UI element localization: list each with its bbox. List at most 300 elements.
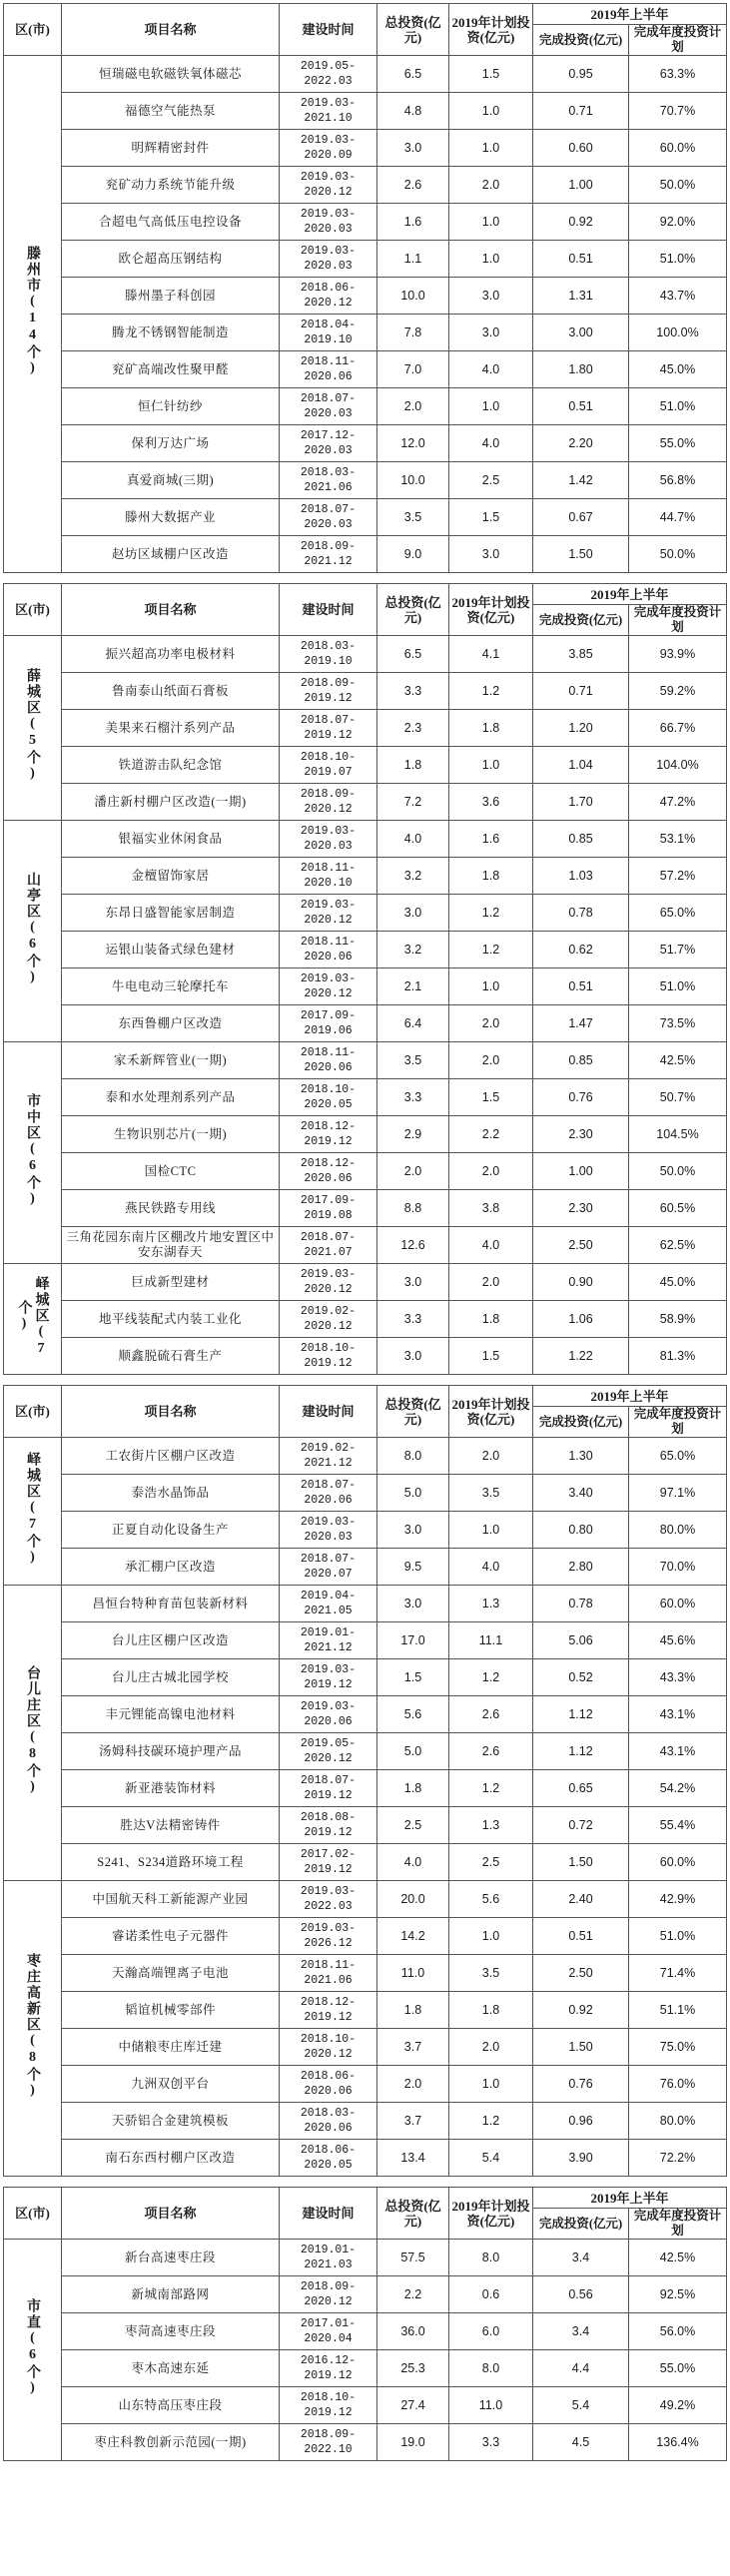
completed-investment-cell: 2.80 <box>533 1549 629 1586</box>
construction-period-cell: 2018.12-2019.12 <box>280 1116 377 1153</box>
header-first-half-group: 2019年上半年 <box>533 584 727 605</box>
project-name-cell: 恒仁针纺纱 <box>62 388 280 425</box>
header-annual-plan: 2019年计划投资(亿元) <box>449 4 533 56</box>
total-investment-cell: 10.0 <box>377 278 449 315</box>
completion-rate-cell: 43.1% <box>629 1733 727 1770</box>
completion-rate-cell: 92.0% <box>629 204 727 241</box>
annual-plan-cell: 1.2 <box>449 2103 533 2140</box>
completion-rate-cell: 49.2% <box>629 2387 727 2424</box>
completion-rate-cell: 65.0% <box>629 1438 727 1475</box>
completed-investment-cell: 3.90 <box>533 2140 629 2177</box>
completed-investment-cell: 1.03 <box>533 858 629 895</box>
project-name-cell: 家禾新辉管业(一期) <box>62 1042 280 1079</box>
completion-rate-cell: 56.0% <box>629 2313 727 2350</box>
construction-period-cell: 2018.07-2019.12 <box>280 1770 377 1807</box>
completed-investment-cell: 1.04 <box>533 747 629 784</box>
completion-rate-cell: 136.4% <box>629 2424 727 2461</box>
annual-plan-cell: 1.0 <box>449 204 533 241</box>
investment-table-document <box>3 3 726 2461</box>
completion-rate-cell: 60.5% <box>629 1190 727 1227</box>
completed-investment-cell: 0.60 <box>533 130 629 167</box>
completed-investment-cell: 1.20 <box>533 710 629 747</box>
table-row <box>4 1338 727 1375</box>
completed-investment-cell: 1.70 <box>533 784 629 821</box>
completion-rate-cell: 43.7% <box>629 278 727 315</box>
table-row <box>4 204 727 241</box>
header-row <box>4 1386 727 1407</box>
completion-rate-cell: 45.0% <box>629 1264 727 1301</box>
region-label: 薛城区(5个) <box>25 668 40 783</box>
construction-period-cell: 2017.09-2019.06 <box>280 1005 377 1042</box>
project-name-cell: 韬谊机械零部件 <box>62 1992 280 2029</box>
construction-period-cell: 2019.03-2020.12 <box>280 1264 377 1301</box>
total-investment-cell: 2.1 <box>377 968 449 1005</box>
project-name-cell: 生物识别芯片(一期) <box>62 1116 280 1153</box>
total-investment-cell: 1.8 <box>377 1770 449 1807</box>
annual-plan-cell: 4.0 <box>449 1227 533 1264</box>
construction-period-cell: 2018.10-2019.07 <box>280 747 377 784</box>
total-investment-cell: 4.0 <box>377 821 449 858</box>
completion-rate-cell: 50.0% <box>629 167 727 204</box>
total-investment-cell: 2.2 <box>377 2276 449 2313</box>
total-investment-cell: 2.0 <box>377 1153 449 1190</box>
total-investment-cell: 5.6 <box>377 1696 449 1733</box>
completion-rate-cell: 70.7% <box>629 93 727 130</box>
project-name-cell: 明辉精密封件 <box>62 130 280 167</box>
table-row <box>4 536 727 573</box>
completed-investment-cell: 1.22 <box>533 1338 629 1375</box>
section-gap <box>3 2177 726 2187</box>
construction-period-cell: 2019.03-2022.03 <box>280 1881 377 1918</box>
annual-plan-cell: 4.0 <box>449 425 533 462</box>
annual-plan-cell: 1.0 <box>449 241 533 278</box>
completed-investment-cell: 0.96 <box>533 2103 629 2140</box>
completed-investment-cell: 1.30 <box>533 1438 629 1475</box>
annual-plan-cell: 1.5 <box>449 499 533 536</box>
completion-rate-cell: 72.2% <box>629 2140 727 2177</box>
completion-rate-cell: 51.0% <box>629 968 727 1005</box>
completion-rate-cell: 45.6% <box>629 1622 727 1659</box>
header-completed-investment: 完成投资(亿元) <box>533 1407 629 1438</box>
section-gap <box>3 1375 726 1385</box>
annual-plan-cell: 5.4 <box>449 2140 533 2177</box>
project-name-cell: 赵坊区域棚户区改造 <box>62 536 280 573</box>
completed-investment-cell: 0.72 <box>533 1807 629 1844</box>
total-investment-cell: 3.7 <box>377 2029 449 2066</box>
annual-plan-cell: 2.0 <box>449 1005 533 1042</box>
completion-rate-cell: 51.0% <box>629 241 727 278</box>
construction-period-cell: 2018.11-2020.06 <box>280 932 377 968</box>
project-name-cell: 九洲双创平台 <box>62 2066 280 2103</box>
region-cell <box>4 1881 62 2177</box>
header-construction-period: 建设时间 <box>280 4 377 56</box>
total-investment-cell: 3.5 <box>377 1042 449 1079</box>
completion-rate-cell: 42.5% <box>629 1042 727 1079</box>
annual-plan-cell: 1.0 <box>449 2066 533 2103</box>
completion-rate-cell: 93.9% <box>629 636 727 673</box>
header-completion-rate: 完成年度投资计划 <box>629 2209 727 2240</box>
annual-plan-cell: 0.6 <box>449 2276 533 2313</box>
region-label: 峄城区(7个) <box>25 1451 40 1567</box>
header-completion-rate: 完成年度投资计划 <box>629 25 727 56</box>
table-row <box>4 130 727 167</box>
header-project-name: 项目名称 <box>62 2188 280 2240</box>
total-investment-cell: 3.3 <box>377 1079 449 1116</box>
annual-plan-cell: 4.0 <box>449 1549 533 1586</box>
header-first-half-group: 2019年上半年 <box>533 1386 727 1407</box>
total-investment-cell: 5.0 <box>377 1733 449 1770</box>
total-investment-cell: 1.1 <box>377 241 449 278</box>
completed-investment-cell: 0.71 <box>533 673 629 710</box>
completed-investment-cell: 0.80 <box>533 1512 629 1549</box>
total-investment-cell: 19.0 <box>377 2424 449 2461</box>
completion-rate-cell: 71.4% <box>629 1955 727 1992</box>
completion-rate-cell: 60.0% <box>629 1586 727 1622</box>
annual-plan-cell: 1.8 <box>449 1992 533 2029</box>
total-investment-cell: 36.0 <box>377 2313 449 2350</box>
project-name-cell: 三角花园东南片区棚改片地安置区中安东湖春天 <box>62 1227 280 1264</box>
project-table-section <box>3 2187 727 2461</box>
completed-investment-cell: 0.56 <box>533 2276 629 2313</box>
table-row <box>4 2313 727 2350</box>
annual-plan-cell: 1.6 <box>449 821 533 858</box>
construction-period-cell: 2018.11-2020.06 <box>280 1042 377 1079</box>
total-investment-cell: 11.0 <box>377 1955 449 1992</box>
annual-plan-cell: 1.8 <box>449 710 533 747</box>
total-investment-cell: 2.6 <box>377 167 449 204</box>
project-name-cell: 天瀚高端锂离子电池 <box>62 1955 280 1992</box>
construction-period-cell: 2018.07-2020.07 <box>280 1549 377 1586</box>
region-label: 峄城区(7个) <box>16 1275 49 1358</box>
total-investment-cell: 7.2 <box>377 784 449 821</box>
completed-investment-cell: 2.50 <box>533 1955 629 1992</box>
total-investment-cell: 3.0 <box>377 1264 449 1301</box>
table-row <box>4 425 727 462</box>
table-row <box>4 2350 727 2387</box>
region-label: 枣庄高新区(8个) <box>25 1952 40 2100</box>
project-name-cell: 正夏自动化设备生产 <box>62 1512 280 1549</box>
construction-period-cell: 2019.03-2020.03 <box>280 241 377 278</box>
completion-rate-cell: 56.8% <box>629 462 727 499</box>
completed-investment-cell: 0.76 <box>533 2066 629 2103</box>
completion-rate-cell: 62.5% <box>629 1227 727 1264</box>
table-row <box>4 351 727 388</box>
completion-rate-cell: 60.0% <box>629 1844 727 1881</box>
project-name-cell: 顺鑫脱硫石膏生产 <box>62 1338 280 1375</box>
completed-investment-cell: 1.47 <box>533 1005 629 1042</box>
completed-investment-cell: 1.42 <box>533 462 629 499</box>
annual-plan-cell: 3.0 <box>449 536 533 573</box>
region-cell <box>4 2240 62 2461</box>
completion-rate-cell: 104.0% <box>629 747 727 784</box>
region-label: 山亭区(6个) <box>25 871 40 986</box>
region-cell <box>4 56 62 573</box>
table-row <box>4 2424 727 2461</box>
completion-rate-cell: 50.7% <box>629 1079 727 1116</box>
project-name-cell: 兖矿动力系统节能升级 <box>62 167 280 204</box>
header-construction-period: 建设时间 <box>280 584 377 636</box>
completed-investment-cell: 0.85 <box>533 821 629 858</box>
total-investment-cell: 9.0 <box>377 536 449 573</box>
completion-rate-cell: 42.5% <box>629 2240 727 2276</box>
project-name-cell: 中国航天科工新能源产业园 <box>62 1881 280 1918</box>
project-name-cell: 泰浩水晶饰品 <box>62 1475 280 1512</box>
project-name-cell: 睿诺柔性电子元器件 <box>62 1918 280 1955</box>
table-row <box>4 2029 727 2066</box>
construction-period-cell: 2018.08-2019.12 <box>280 1807 377 1844</box>
table-row <box>4 673 727 710</box>
construction-period-cell: 2018.04-2019.10 <box>280 315 377 351</box>
annual-plan-cell: 5.6 <box>449 1881 533 1918</box>
project-name-cell: 铁道游击队纪念馆 <box>62 747 280 784</box>
completion-rate-cell: 104.5% <box>629 1116 727 1153</box>
annual-plan-cell: 1.2 <box>449 673 533 710</box>
total-investment-cell: 25.3 <box>377 2350 449 2387</box>
table-row <box>4 1190 727 1227</box>
annual-plan-cell: 3.8 <box>449 1190 533 1227</box>
project-name-cell: 天骄铝合金建筑模板 <box>62 2103 280 2140</box>
annual-plan-cell: 2.2 <box>449 1116 533 1153</box>
completed-investment-cell: 2.20 <box>533 425 629 462</box>
construction-period-cell: 2019.03-2020.12 <box>280 167 377 204</box>
table-row <box>4 1992 727 2029</box>
construction-period-cell: 2019.01-2021.03 <box>280 2240 377 2276</box>
annual-plan-cell: 2.0 <box>449 1438 533 1475</box>
project-name-cell: 腾龙不锈钢智能制造 <box>62 315 280 351</box>
total-investment-cell: 3.0 <box>377 1512 449 1549</box>
table-row <box>4 1153 727 1190</box>
table-row <box>4 1005 727 1042</box>
construction-period-cell: 2019.01-2021.12 <box>280 1622 377 1659</box>
completion-rate-cell: 58.9% <box>629 1301 727 1338</box>
completed-investment-cell: 3.40 <box>533 1475 629 1512</box>
annual-plan-cell: 1.0 <box>449 1512 533 1549</box>
construction-period-cell: 2018.07-2020.03 <box>280 499 377 536</box>
table-row <box>4 1955 727 1992</box>
table-row <box>4 2240 727 2276</box>
construction-period-cell: 2019.02-2020.12 <box>280 1301 377 1338</box>
annual-plan-cell: 2.0 <box>449 1153 533 1190</box>
total-investment-cell: 10.0 <box>377 462 449 499</box>
table-row <box>4 1475 727 1512</box>
region-cell <box>4 636 62 821</box>
completion-rate-cell: 51.7% <box>629 932 727 968</box>
total-investment-cell: 12.6 <box>377 1227 449 1264</box>
completion-rate-cell: 50.0% <box>629 536 727 573</box>
construction-period-cell: 2018.10-2019.12 <box>280 1338 377 1375</box>
table-row <box>4 1116 727 1153</box>
construction-period-cell: 2019.03-2020.03 <box>280 821 377 858</box>
project-name-cell: 山东特高压枣庄段 <box>62 2387 280 2424</box>
header-row <box>4 2188 727 2209</box>
annual-plan-cell: 2.6 <box>449 1733 533 1770</box>
header-completion-rate: 完成年度投资计划 <box>629 1407 727 1438</box>
header-total-investment: 总投资(亿元) <box>377 4 449 56</box>
construction-period-cell: 2018.09-2019.12 <box>280 673 377 710</box>
project-table-section <box>3 583 727 1375</box>
header-total-investment: 总投资(亿元) <box>377 2188 449 2240</box>
annual-plan-cell: 1.2 <box>449 895 533 932</box>
header-region: 区(市) <box>4 1386 62 1438</box>
completion-rate-cell: 51.0% <box>629 388 727 425</box>
table-row <box>4 1770 727 1807</box>
table-row <box>4 2387 727 2424</box>
annual-plan-cell: 1.5 <box>449 1079 533 1116</box>
region-label: 台儿庄区(8个) <box>25 1664 40 1796</box>
completed-investment-cell: 3.4 <box>533 2313 629 2350</box>
project-name-cell: 燕民铁路专用线 <box>62 1190 280 1227</box>
completion-rate-cell: 81.3% <box>629 1338 727 1375</box>
project-name-cell: 台儿庄区棚户区改造 <box>62 1622 280 1659</box>
construction-period-cell: 2019.03-2020.03 <box>280 1512 377 1549</box>
table-row <box>4 1227 727 1264</box>
region-cell <box>4 1438 62 1586</box>
project-name-cell: 鲁南泰山纸面石膏板 <box>62 673 280 710</box>
project-name-cell: 欧仑超高压钢结构 <box>62 241 280 278</box>
header-region: 区(市) <box>4 2188 62 2240</box>
table-row <box>4 1696 727 1733</box>
annual-plan-cell: 1.8 <box>449 858 533 895</box>
construction-period-cell: 2018.10-2020.12 <box>280 2029 377 2066</box>
region-label: 市直(6个) <box>25 2297 40 2397</box>
completion-rate-cell: 75.0% <box>629 2029 727 2066</box>
table-row <box>4 747 727 784</box>
completed-investment-cell: 2.40 <box>533 1881 629 1918</box>
annual-plan-cell: 1.0 <box>449 93 533 130</box>
completed-investment-cell: 0.51 <box>533 388 629 425</box>
completion-rate-cell: 80.0% <box>629 1512 727 1549</box>
construction-period-cell: 2018.03-2019.10 <box>280 636 377 673</box>
total-investment-cell: 9.5 <box>377 1549 449 1586</box>
region-cell <box>4 1586 62 1881</box>
completed-investment-cell: 2.50 <box>533 1227 629 1264</box>
completion-rate-cell: 55.0% <box>629 425 727 462</box>
project-name-cell: 运银山装备式绿色建材 <box>62 932 280 968</box>
completion-rate-cell: 54.2% <box>629 1770 727 1807</box>
completed-investment-cell: 0.62 <box>533 932 629 968</box>
completion-rate-cell: 43.1% <box>629 1696 727 1733</box>
completed-investment-cell: 0.52 <box>533 1659 629 1696</box>
total-investment-cell: 2.0 <box>377 2066 449 2103</box>
project-name-cell: 滕州墨子科创园 <box>62 278 280 315</box>
total-investment-cell: 1.8 <box>377 747 449 784</box>
project-name-cell: 兖矿高端改性聚甲醛 <box>62 351 280 388</box>
construction-period-cell: 2019.03-2026.12 <box>280 1918 377 1955</box>
project-name-cell: 地平线装配式内装工业化 <box>62 1301 280 1338</box>
completed-investment-cell: 4.4 <box>533 2350 629 2387</box>
completed-investment-cell: 0.92 <box>533 1992 629 2029</box>
table-row <box>4 241 727 278</box>
header-row <box>4 584 727 605</box>
total-investment-cell: 3.0 <box>377 1338 449 1375</box>
annual-plan-cell: 1.2 <box>449 1659 533 1696</box>
annual-plan-cell: 1.0 <box>449 747 533 784</box>
table-row <box>4 462 727 499</box>
completion-rate-cell: 43.3% <box>629 1659 727 1696</box>
completed-investment-cell: 1.12 <box>533 1733 629 1770</box>
completed-investment-cell: 0.90 <box>533 1264 629 1301</box>
annual-plan-cell: 3.5 <box>449 1955 533 1992</box>
annual-plan-cell: 2.5 <box>449 462 533 499</box>
completed-investment-cell: 1.06 <box>533 1301 629 1338</box>
table-row <box>4 315 727 351</box>
project-name-cell: 巨成新型建材 <box>62 1264 280 1301</box>
header-region: 区(市) <box>4 4 62 56</box>
project-name-cell: 中储粮枣庄库迁建 <box>62 2029 280 2066</box>
total-investment-cell: 3.2 <box>377 858 449 895</box>
table-row <box>4 821 727 858</box>
completion-rate-cell: 76.0% <box>629 2066 727 2103</box>
completed-investment-cell: 1.50 <box>533 2029 629 2066</box>
project-table-section <box>3 3 727 573</box>
project-name-cell: 美果来石榴汁系列产品 <box>62 710 280 747</box>
table-row <box>4 1264 727 1301</box>
completed-investment-cell: 1.80 <box>533 351 629 388</box>
construction-period-cell: 2018.10-2019.12 <box>280 2387 377 2424</box>
completion-rate-cell: 50.0% <box>629 1153 727 1190</box>
project-name-cell: 新台高速枣庄段 <box>62 2240 280 2276</box>
completion-rate-cell: 92.5% <box>629 2276 727 2313</box>
project-name-cell: 恒瑞磁电软磁铁氧体磁芯 <box>62 56 280 93</box>
total-investment-cell: 6.5 <box>377 56 449 93</box>
construction-period-cell: 2017.01-2020.04 <box>280 2313 377 2350</box>
completion-rate-cell: 55.0% <box>629 2350 727 2387</box>
completion-rate-cell: 97.1% <box>629 1475 727 1512</box>
construction-period-cell: 2018.07-2020.06 <box>280 1475 377 1512</box>
annual-plan-cell: 1.5 <box>449 1338 533 1375</box>
completed-investment-cell: 3.85 <box>533 636 629 673</box>
table-row <box>4 710 727 747</box>
annual-plan-cell: 3.0 <box>449 278 533 315</box>
project-name-cell: 承汇棚户区改造 <box>62 1549 280 1586</box>
table-row <box>4 1622 727 1659</box>
total-investment-cell: 3.3 <box>377 1301 449 1338</box>
construction-period-cell: 2017.09-2019.08 <box>280 1190 377 1227</box>
total-investment-cell: 8.0 <box>377 1438 449 1475</box>
construction-period-cell: 2019.03-2021.10 <box>280 93 377 130</box>
completed-investment-cell: 2.30 <box>533 1190 629 1227</box>
construction-period-cell: 2019.03-2020.12 <box>280 968 377 1005</box>
construction-period-cell: 2019.03-2020.09 <box>280 130 377 167</box>
header-project-name: 项目名称 <box>62 584 280 636</box>
header-row <box>4 4 727 25</box>
construction-period-cell: 2018.07-2020.03 <box>280 388 377 425</box>
completed-investment-cell: 2.30 <box>533 1116 629 1153</box>
header-construction-period: 建设时间 <box>280 1386 377 1438</box>
construction-period-cell: 2018.11-2020.06 <box>280 351 377 388</box>
annual-plan-cell: 1.3 <box>449 1586 533 1622</box>
annual-plan-cell: 2.0 <box>449 167 533 204</box>
project-name-cell: 东昂日盛智能家居制造 <box>62 895 280 932</box>
construction-period-cell: 2019.03-2020.12 <box>280 895 377 932</box>
construction-period-cell: 2018.03-2020.06 <box>280 2103 377 2140</box>
table-row <box>4 1042 727 1079</box>
project-name-cell: S241、S234道路环境工程 <box>62 1844 280 1881</box>
completed-investment-cell: 4.5 <box>533 2424 629 2461</box>
header-construction-period: 建设时间 <box>280 2188 377 2240</box>
region-label: 市中区(6个) <box>25 1092 40 1208</box>
construction-period-cell: 2018.09-2021.12 <box>280 536 377 573</box>
total-investment-cell: 17.0 <box>377 1622 449 1659</box>
table-row <box>4 499 727 536</box>
construction-period-cell: 2018.07-2019.12 <box>280 710 377 747</box>
annual-plan-cell: 11.0 <box>449 2387 533 2424</box>
construction-period-cell: 2019.03-2019.12 <box>280 1659 377 1696</box>
table-row <box>4 2066 727 2103</box>
project-name-cell: 台儿庄古城北园学校 <box>62 1659 280 1696</box>
total-investment-cell: 2.3 <box>377 710 449 747</box>
completion-rate-cell: 59.2% <box>629 673 727 710</box>
